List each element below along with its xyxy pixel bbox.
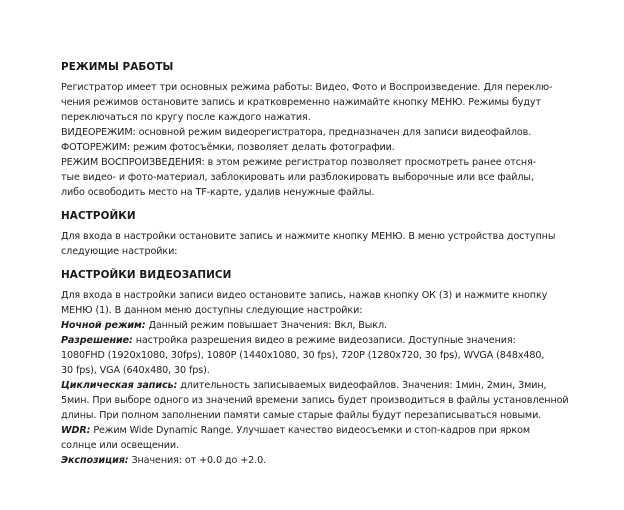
- text-line: Регистратор имеет три основных режима работы: Видео, Фото и Воспроизведение. Для переклю-: [61, 82, 553, 93]
- section-body-operating-modes: [61, 80, 561, 200]
- setting-description: Режим Wide Dynamic Range. Улучшает качество видеосъемки и стоп-кадров при ярком: [90, 425, 531, 436]
- document-page: [61, 61, 569, 468]
- setting-description: настройка разрешения видео в режиме видеозаписи. Доступные значения:: [132, 335, 516, 346]
- section-operating-modes: [61, 61, 561, 200]
- text-line: Для входа в настройки записи видео остановите запись, нажав кнопку ОК (3) и нажмите кнопку: [61, 290, 548, 301]
- setting-term: Разрешение:: [61, 335, 133, 346]
- setting-term: Циклическая запись:: [61, 380, 178, 391]
- text-line: Для входа в настройки остановите запись и нажмите кнопку МЕНЮ. В меню устройства доступны: [61, 231, 556, 242]
- section-settings: [61, 210, 561, 259]
- text-line: МЕНЮ (1). В данном меню доступны следующие настройки:: [61, 305, 363, 316]
- setting-night-mode: [61, 318, 561, 333]
- section-body-video-settings: [61, 288, 569, 468]
- section-video-settings: [61, 269, 569, 468]
- section-title-video-settings: НАСТРОЙКИ ВИДЕОЗАПИСИ: [61, 269, 232, 281]
- setting-description: длительность записываемых видеофайлов. Значения: 1мин, 2мин, 3мин,: [177, 380, 547, 391]
- text-line: тые видео- и фото-материал, заблокировать или разблокировать выборочные или все файлы,: [61, 172, 534, 183]
- text-line: чения режимов остановите запись и кратковременно нажимайте кнопку МЕНЮ. Режимы будут: [61, 97, 541, 108]
- setting-wdr: [61, 423, 561, 438]
- text-line: либо освободить место на TF-карте, удалив ненужные файлы.: [61, 187, 375, 198]
- text-line: длины. При полном заполнении памяти самые старые файлы будут перезаписываться новыми.: [61, 410, 542, 421]
- text-line: следующие настройки:: [61, 246, 178, 257]
- section-title-operating-modes: РЕЖИМЫ РАБОТЫ: [61, 61, 174, 73]
- section-body-settings: [61, 229, 561, 259]
- setting-resolution: [61, 333, 561, 348]
- setting-term: WDR:: [61, 425, 91, 436]
- setting-description: Данный режим повышает Значения: Вкл, Выкл.: [145, 320, 387, 331]
- text-line: ФОТОРЕЖИМ: режим фотосъёмки, позволяет делать фотографии.: [61, 142, 395, 153]
- setting-description: Значения: от +0.0 до +2.0.: [128, 455, 267, 466]
- setting-loop-recording: [61, 378, 561, 393]
- text-line: 1080FHD (1920x1080, 30fps), 1080P (1440x1080, 30 fps), 720P (1280x720, 30 fps), WVGA (848x480,: [61, 350, 545, 361]
- text-line: ВИДЕОРЕЖИМ: основной режим видеорегистратора, предназначен для записи видеофайлов.: [61, 127, 532, 138]
- text-line: переключаться по кругу после каждого нажатия.: [61, 112, 311, 123]
- section-title-settings: НАСТРОЙКИ: [61, 210, 136, 222]
- setting-exposure: [61, 453, 561, 468]
- text-line: 30 fps), VGA (640x480, 30 fps).: [61, 365, 210, 376]
- text-line: РЕЖИМ ВОСПРОИЗВЕДЕНИЯ: в этом режиме регистратор позволяет просмотреть ранее отсня-: [61, 157, 537, 168]
- text-line: солнце или освещении.: [61, 440, 180, 451]
- setting-term: Экспозиция:: [61, 455, 129, 466]
- text-line: 5мин. При выборе одного из значений времени запись будет производиться в файлы установленной: [61, 395, 569, 406]
- setting-term: Ночной режим:: [61, 320, 146, 331]
